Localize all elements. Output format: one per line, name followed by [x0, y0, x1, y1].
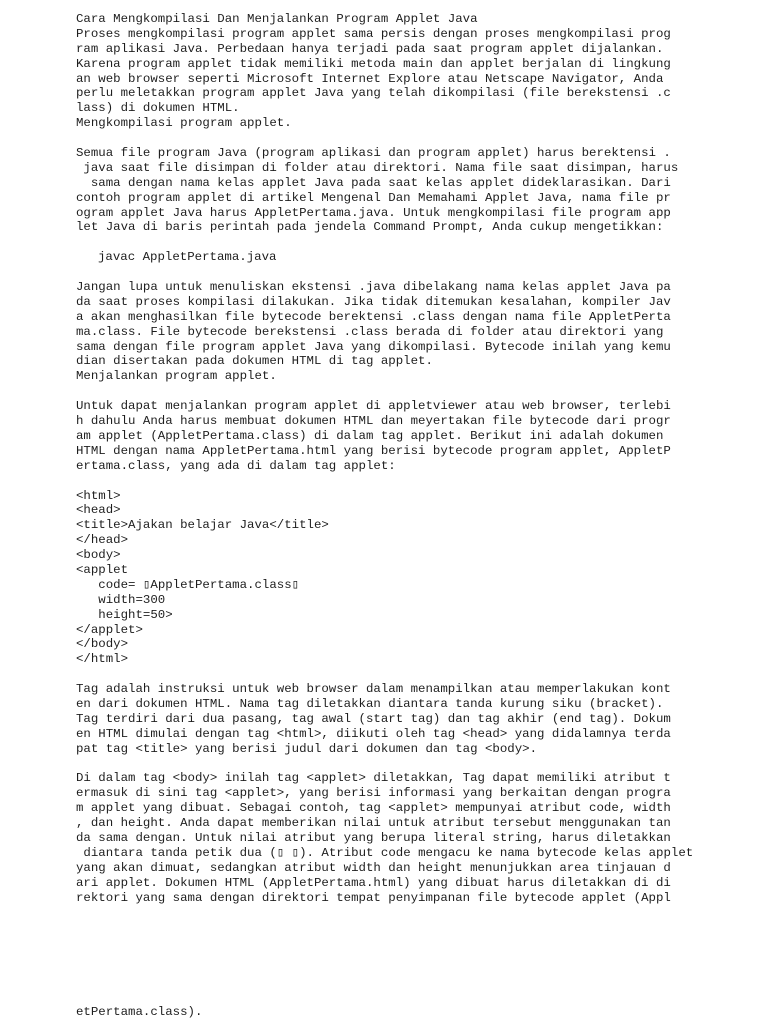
text-line: en dari dokumen HTML. Nama tag diletakkan diantara tanda kurung siku (bracket).: [76, 696, 664, 711]
intro-paragraph: [76, 27, 716, 116]
blank-line: [76, 667, 716, 682]
blank-line: [76, 131, 716, 146]
blank-line: [76, 384, 716, 399]
text-line: pat tag <title> yang berisi judul dari dokumen dan tag <body>.: [76, 741, 538, 756]
text-line: h dahulu Anda harus membuat dokumen HTML dan meyertakan file bytecode dari progr: [76, 414, 671, 429]
blank-line: [76, 474, 716, 489]
body-tag-paragraph: [76, 771, 716, 905]
code-line: </head>: [76, 533, 129, 548]
code-line: <head>: [76, 503, 121, 518]
tag-paragraph: [76, 682, 716, 756]
code-line: height=50>: [76, 607, 173, 622]
text-line: an web browser seperti Microsoft Internet Explore atau Netscape Navigator, Anda: [76, 71, 664, 86]
code-line: code= ▯AppletPertama.class▯: [76, 577, 300, 592]
text-line: sama dengan nama kelas applet Java pada saat kelas applet dideklarasikan. Dari: [76, 175, 671, 190]
text-line: let Java di baris perintah pada jendela Command Prompt, Anda cukup mengetikkan:: [76, 220, 664, 235]
text-line: Tag adalah instruksi untuk web browser dalam menampilkan atau memperlakukan kont: [76, 682, 671, 697]
code-line: </body>: [76, 637, 129, 652]
section-heading-compile: Mengkompilasi program applet.: [76, 116, 292, 131]
text-line: da sama dengan. Untuk nilai atribut yang berupa literal string, harus diletakkan: [76, 830, 671, 845]
bytecode-paragraph: [76, 280, 716, 369]
blank-line: [76, 265, 716, 280]
text-line: perlu meletakkan program applet Java yang telah dikompilasi (file berekstensi .c: [76, 86, 671, 101]
text-line: , dan height. Anda dapat memberikan nilai untuk atribut tersebut menggunakan tan: [76, 816, 671, 831]
text-line: diantara tanda petik dua (▯ ▯). Atribut code mengacu ke nama bytecode kelas applet: [76, 845, 694, 860]
text-line: HTML dengan nama AppletPertama.html yang berisi bytecode program applet, AppletP: [76, 443, 671, 458]
run-paragraph: [76, 399, 716, 473]
text-line: lass) di dokumen HTML.: [76, 101, 240, 116]
text-line: ogram applet Java harus AppletPertama.java. Untuk mengkompilasi file program app: [76, 205, 671, 220]
blank-line: [76, 235, 716, 250]
text-line: yang akan dimuat, sedangkan atribut width dan height menunjukkan area tinjauan d: [76, 860, 671, 875]
code-line: </html>: [76, 652, 129, 667]
text-line: Untuk dapat menjalankan program applet di appletviewer atau web browser, terlebi: [76, 399, 671, 414]
code-line: <applet: [76, 562, 129, 577]
code-line: width=300: [76, 592, 166, 607]
blank-line: [76, 757, 716, 772]
text-line: da saat proses kompilasi dilakukan. Jika tidak ditemukan kesalahan, kompiler Jav: [76, 294, 671, 309]
text-line: Jangan lupa untuk menuliskan ekstensi .java dibelakang nama kelas applet Java pa: [76, 280, 671, 295]
document-body: [76, 12, 716, 905]
code-line: </applet>: [76, 622, 143, 637]
page-tail-text: etPertama.class).: [76, 1005, 203, 1019]
text-line: Proses mengkompilasi program applet sama persis dengan proses mengkompilasi prog: [76, 26, 671, 41]
compile-paragraph: [76, 146, 716, 235]
text-line: Semua file program Java (program aplikasi dan program applet) harus berektensi .: [76, 146, 671, 161]
document-title: Cara Mengkompilasi Dan Menjalankan Program Applet Java: [76, 12, 478, 26]
text-line: dian disertakan pada dokumen HTML di tag applet.: [76, 354, 433, 369]
text-line: ma.class. File bytecode berekstensi .class berada di folder atau direktori yang: [76, 324, 664, 339]
text-line: m applet yang dibuat. Sebagai contoh, tag <applet> mempunyai atribut code, width: [76, 801, 671, 816]
text-line: Karena program applet tidak memiliki metoda main dan applet berjalan di lingkung: [76, 56, 671, 71]
javac-command: javac AppletPertama.java: [98, 250, 277, 265]
text-line: ermasuk di sini tag <applet>, yang berisi informasi yang berkaitan dengan progra: [76, 786, 671, 801]
text-line: ertama.class, yang ada di dalam tag applet:: [76, 458, 396, 473]
html-code-block: [76, 489, 716, 668]
text-line: contoh program applet di artikel Mengenal Dan Memahami Applet Java, nama file pr: [76, 190, 671, 205]
code-line: <html>: [76, 488, 121, 503]
text-line: Di dalam tag <body> inilah tag <applet> diletakkan, Tag dapat memiliki atribut t: [76, 771, 671, 786]
code-line: <title>Ajakan belajar Java</title>: [76, 518, 329, 533]
text-line: a akan menghasilkan file bytecode berektensi .class dengan nama file AppletPerta: [76, 309, 671, 324]
text-line: sama dengan file program applet Java yang dikompilasi. Bytecode inilah yang kemu: [76, 339, 671, 354]
text-line: ari applet. Dokumen HTML (AppletPertama.html) yang dibuat harus diletakkan di di: [76, 875, 671, 890]
code-line: <body>: [76, 548, 121, 563]
text-line: am applet (AppletPertama.class) di dalam tag applet. Berikut ini adalah dokumen: [76, 428, 664, 443]
text-line: ram aplikasi Java. Perbedaan hanya terjadi pada saat program applet dijalankan.: [76, 41, 664, 56]
text-line: Tag terdiri dari dua pasang, tag awal (start tag) dan tag akhir (end tag). Dokum: [76, 711, 671, 726]
text-line: rektori yang sama dengan direktori tempat penyimpanan file bytecode applet (Appl: [76, 890, 671, 905]
text-line: java saat file disimpan di folder atau direktori. Nama file saat disimpan, harus: [76, 160, 679, 175]
text-line: en HTML dimulai dengan tag <html>, diikuti oleh tag <head> yang didalamnya terda: [76, 726, 671, 741]
section-heading-run: Menjalankan program applet.: [76, 369, 277, 384]
